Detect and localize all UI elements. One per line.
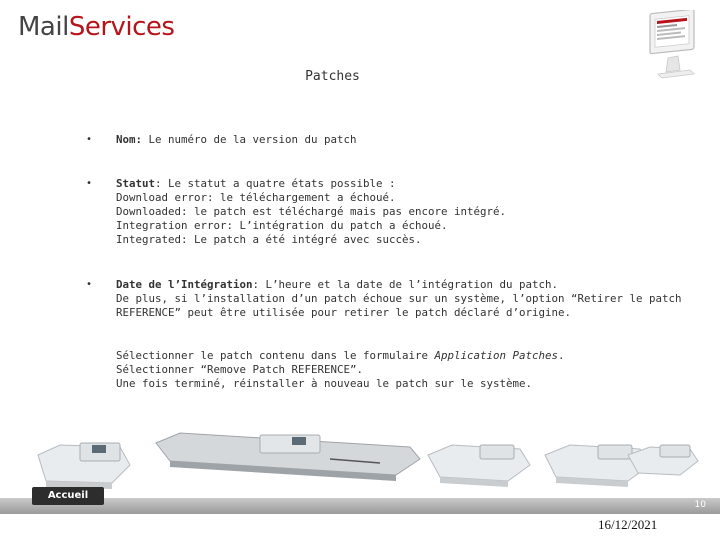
mailing-machine-3	[428, 445, 530, 487]
bullet-term: Nom:	[116, 133, 143, 146]
instruction-line-1	[116, 349, 686, 363]
mailing-machines-illustration	[0, 425, 720, 505]
mailservices-logo	[18, 12, 174, 42]
logo-mail-text: Mail	[18, 12, 69, 42]
bullet-term: Statut	[116, 177, 156, 190]
bullet-dot-icon: •	[86, 178, 93, 189]
bullet-text	[116, 133, 686, 147]
bullet-description: : L’heure et la date de l’intégration du patch. De plus, si l’installation d’un patch échoue sur un système, l’option “Retirer le patch REFERENCE” peut être utilisée pour retirer le patch déclaré d’origine.	[116, 278, 682, 319]
mailing-machine-1	[38, 443, 130, 489]
instruction-line-3: Une fois terminé, réinstaller à nouveau le patch sur le système.	[116, 377, 533, 390]
bullet-text	[116, 177, 686, 247]
logo-services-text: Services	[68, 12, 175, 42]
bullet-dot-icon: •	[86, 279, 93, 290]
page-number: 10	[694, 500, 706, 510]
bullet-description: : Le statut a quatre états possible : Download error: le téléchargement a échoué. Downloaded: le patch est téléchargé mais pas encore intégré. Integration error: L’intégration du patch a échoué. Integrated: Le patch a été intégré avec succès.	[116, 177, 507, 246]
instruction-form-name: Application Patches	[434, 349, 559, 362]
instruction-prefix: Sélectionner le patch contenu dans le formulaire	[116, 349, 435, 362]
bullet-dot-icon: •	[86, 134, 93, 145]
bullet-description: Le numéro de la version du patch	[142, 133, 357, 146]
mailing-machine-2	[156, 433, 420, 481]
instruction-line-2: Sélectionner “Remove Patch REFERENCE”.	[116, 363, 364, 376]
slide-title: Patches	[305, 69, 360, 84]
home-button[interactable]: Accueil	[32, 487, 104, 505]
footer-bar	[0, 498, 720, 514]
bullet-text	[116, 278, 686, 320]
footer-date: 16/12/2021	[598, 517, 658, 532]
instruction-suffix: .	[558, 349, 565, 362]
bullet-term: Date de l’Intégration	[116, 278, 253, 291]
